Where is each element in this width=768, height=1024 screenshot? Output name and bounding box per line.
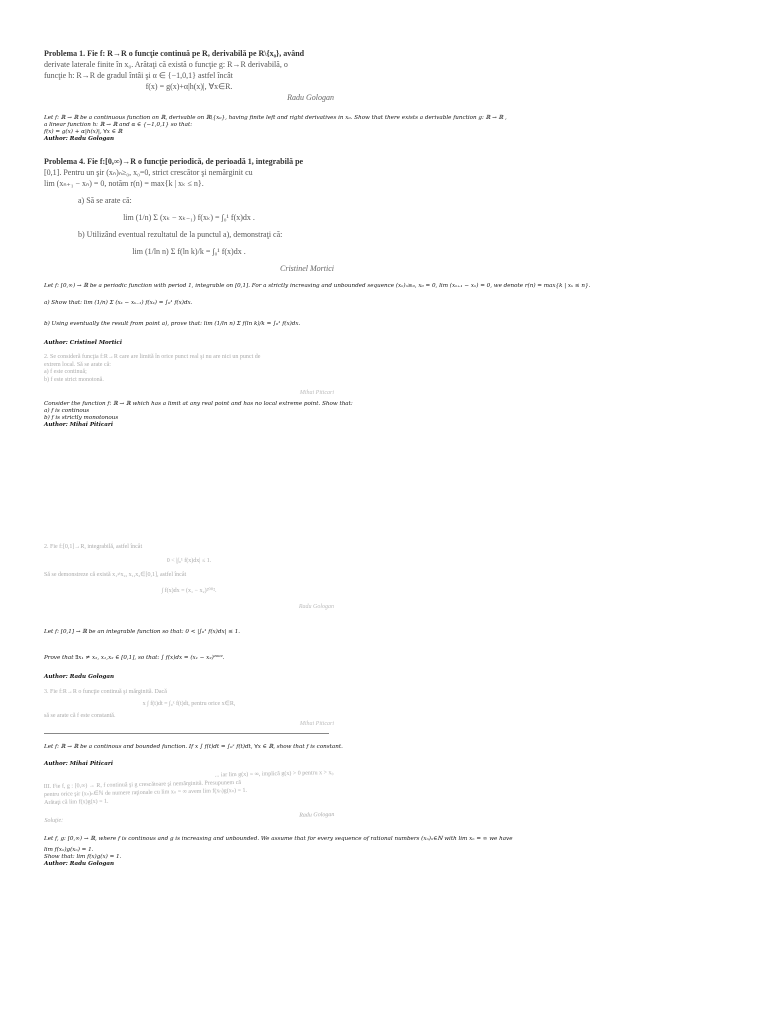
problem1-scan-author: Radu Gologan <box>287 93 334 102</box>
problem2b-scan-line: 0 < |∫₀¹ f(x)dx| ≤ 1. <box>166 558 212 564</box>
problem3-scan-author: Mihai Piticari <box>299 721 334 727</box>
problem4-scan-line: Problema 4. Fie f:[0,∞)→R o funcţie periodică, de perioadă 1, integrabilă pe <box>44 157 304 166</box>
problem1-scan-line: Problema 1. Fie f: R→R o funcţie continuă pe R, derivabilă pe R\{x₀}, având <box>44 49 305 58</box>
problem4-scan <box>44 156 334 274</box>
problem4-scan-author: Cristinel Mortici <box>280 264 334 273</box>
problem3b-scan-author: Radu Gologan <box>299 811 335 819</box>
divider <box>44 733 329 734</box>
problem1-scan-line: derivate laterale finite în x₀. Arătaţi că există o funcţie g: R→R derivabilă, o <box>44 60 288 69</box>
problem2a-scan <box>44 354 334 398</box>
problem4-translation <box>44 283 724 347</box>
problem2b-translation <box>44 629 724 681</box>
problem3b-author: Author: Radu Gologan <box>44 861 115 867</box>
problem1-scan-line: funcţie h: R→R de gradul întâi şi α ∈ {−1,0,1} astfel încât <box>44 71 233 80</box>
problem2b-scan-line: Să se demonstreze că există x₁≠x₂, x₁,x₂∈[0,1], astfel încât <box>44 572 187 578</box>
problem4-part-b: b) Using eventually the result from point a), prove that: lim (1/ln n) Σ f(ln k)/k = ∫₀¹ f(x)dx. <box>44 321 301 327</box>
problem1-translation <box>44 115 724 143</box>
problem3b-show: Show that: lim f(x)g(x) = 1. <box>44 854 122 860</box>
problem4-scan-b: b) Utilizând eventual rezultatul de la punctul a), demonstraţi că: <box>78 230 283 239</box>
problem3b-scan-above: ... iar lim g(x) = ∞, implică g(x) > 0 pentru x > x₀ <box>214 769 334 779</box>
problem3b-text: Let f, g: [0,∞) → ℝ, where f is continous and g is increasing and unbounded. We assume that for every sequence of rational numbers (xₙ)ₙ∈ℕ with lim xₙ = ∞ we have <box>44 836 513 842</box>
problem1-author: Author: Radu Gologan <box>44 136 115 142</box>
problem3b-scan-solution: Soluţie: <box>44 817 64 825</box>
problem2b-prove: Prove that ∃x₁ ≠ x₂, x₁,x₂ ∈ [0,1], so that: ∫ f(x)dx = (x₁ − x₂)²⁰⁰². <box>44 655 225 661</box>
problem3-text: Let f: ℝ → ℝ be a continous and bounded function. If x ∫ f(t)dt = ∫₀ˣ f(t)dt, ∀x ∈ ℝ, show that f is constant. <box>44 744 343 750</box>
problem2a-text: Consider the function f: ℝ → ℝ which has a limit at any real point and has no local extreme point. Show that: <box>44 401 353 407</box>
problem2a-scan-line: 2. Se consideră funcţia f:R→R care are limită în orice punct real şi nu are nici un punct de <box>44 354 261 360</box>
problem2a-text: b) f is strictly monotonous <box>44 415 119 421</box>
problem2b-author: Author: Radu Gologan <box>44 674 115 680</box>
problem1-text: Let f: ℝ → ℝ be a continuous function on ℝ, derivable on ℝ\{x₀}, having finite left and right derivatives in x₀. Show that there exists a derivable function g: ℝ → ℝ , <box>44 115 507 121</box>
problem4-scan-a: a) Să se arate că: <box>78 196 132 205</box>
problem3b-scan-line: pentru orice şir (xₙ)ₙ∈ℕ de numere raţionale cu lim xₙ = ∞ avem lim f(xₙ)g(xₙ) = 1. <box>43 787 248 799</box>
problem1-scan-line: f(x) = g(x)+α|h(x)|, ∀x∈R. <box>145 82 233 91</box>
problem3b-scan-line: III. Fie f, g : [0,∞) → R, f continuă şi g crescătoare şi nemărginită. Presupunem că <box>43 779 242 791</box>
problem2b-scan-author: Radu Gologan <box>298 604 334 610</box>
problem2a-translation <box>44 401 724 429</box>
problem3b-scan-line: Arătaţi că lim f(x)g(x) = 1. <box>44 798 109 807</box>
problem3b-translation <box>44 836 724 868</box>
problem4-text: Let f: [0,∞) → ℝ be a periodic function with period 1, integrable on [0,1]. For a strictly increasing and unbounded sequence (xₙ)ₙ≥₀, x₀ = 0, lim (xₙ₊₁ − xₙ) = 0, we denote r(n) = max{k | xₖ ≤ n}. <box>44 283 591 289</box>
problem4-part-a: a) Show that: lim (1/n) Σ (xₖ − xₖ₋₁) f(xₖ) = ∫₀¹ f(x)dx. <box>44 300 193 306</box>
problem2a-scan-line: b) f este strict monotonă. <box>44 376 104 383</box>
problem2a-scan-author: Mihai Piticari <box>299 390 334 396</box>
problem2a-author: Author: Mihai Piticari <box>44 422 113 428</box>
problem2b-scan-line: 2. Fie f:[0,1]→R, integrabilă, astfel încât <box>44 544 143 550</box>
problem2a-scan-line: extrem local. Să se arate că: <box>44 361 111 368</box>
problem2b-scan-line: ∫ f(x)dx = (x₁ − x₂)²⁰⁰². <box>161 588 217 594</box>
problem3-scan-line: 3. Fie f:R→R o funcţie continuă şi mărginită. Dacă <box>44 689 167 695</box>
problem1-text: a linear function h: ℝ → ℝ and α ∈ {−1,0,1} so that: <box>44 122 193 128</box>
problem3-author: Author: Mihai Piticari <box>44 761 113 767</box>
problem4-author: Author: Cristinel Mortici <box>44 340 122 346</box>
problem4-scan-formula-a: lim (1/n) Σ (xₖ − xₖ₋₁) f(xₖ) = ∫₀¹ f(x)dx . <box>123 213 255 222</box>
problem1-text: f(x) = g(x) + α|h(x)|, ∀x ∈ ℝ <box>44 129 123 135</box>
problem4-scan-formula-b: lim (1/ln n) Σ f(ln k)/k = ∫₀¹ f(x)dx . <box>132 247 246 256</box>
problem3b-text2: lim f(xₙ)g(xₙ) = 1. <box>44 847 94 853</box>
problem2b-text: Let f: [0,1] → ℝ be an integrable function so that: 0 < |∫₀¹ f(x)dx| ≤ 1. <box>44 629 241 635</box>
problem4-scan-line: [0,1]. Pentru un şir (xₙ)ₙ≥₀, x₀=0, strict crescător şi nemărginit cu <box>44 168 253 177</box>
problem2a-text: a) f is continous <box>44 408 90 414</box>
problem3-translation <box>44 744 724 768</box>
problem2a-scan-line: a) f este continuă; <box>44 369 87 375</box>
problem3-scan-line: x ∫ f(t)dt = ∫₀ˣ f(t)dt, pentru orice x∈R, <box>142 701 236 707</box>
problem1-scan <box>44 48 334 103</box>
problem3-scan <box>44 688 334 728</box>
problem2b-scan <box>44 543 334 611</box>
problem3b-scan <box>44 769 335 825</box>
problem3-scan-line: să se arate că f este constantă. <box>44 713 116 719</box>
problem4-scan-line: lim (xₙ₊₁ − xₙ) = 0, notăm r(n) = max{k | xₖ ≤ n}. <box>44 179 204 188</box>
